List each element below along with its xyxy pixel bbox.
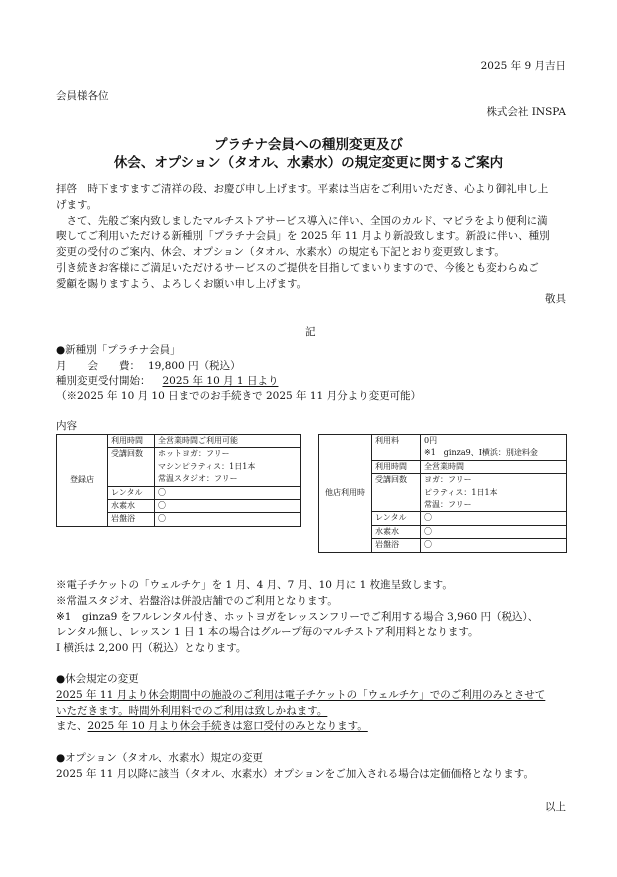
- end-mark: 以上: [545, 801, 566, 813]
- leave-line-3: [56, 719, 571, 735]
- row-key: 水素水: [108, 499, 155, 512]
- note-line: ※1 ginza9 をフルレンタル付き、ホットヨガをレッスンフリーでご利用する場合 3,960 円（税込）、: [56, 610, 539, 623]
- date: 2025 年 9 月吉日: [480, 60, 566, 72]
- row-value: ピラティス：1日1本: [421, 487, 567, 499]
- leave-line-2: いただきます。時間外利用料でのご利用は致しかねます。: [56, 704, 328, 717]
- row-value: 〇: [155, 499, 301, 512]
- row-value: ヨガ：フリー: [421, 474, 567, 487]
- row-key: 岩盤浴: [108, 513, 155, 526]
- section-label: 他店利用時: [319, 435, 372, 553]
- notes-block: [56, 578, 571, 657]
- plan-note: （※2025 年 10 月 10 日までのお手続きで 2025 年 11 月分より変更可能）: [56, 390, 422, 402]
- greeting-line: 拝啓 時下ますますご清祥の段、お慶び申し上げます。平素は当店をご利用いただき、心より御礼申し上: [56, 183, 549, 195]
- row-value: 常温：フリー: [421, 499, 567, 512]
- row-value: 〇: [421, 525, 567, 538]
- option-heading: ●オプション（タオル、水素水）規定の変更: [56, 752, 263, 764]
- fee-value: 19,800 円（税込）: [148, 360, 241, 372]
- plan-fee-row: [56, 359, 241, 375]
- row-key: 受講回数: [108, 448, 155, 486]
- row-value: 〇: [155, 513, 301, 526]
- row-key: レンタル: [108, 486, 155, 499]
- row-key: 利用時間: [372, 460, 421, 473]
- plan-heading: ●新種別「プラチナ会員」: [56, 344, 181, 356]
- plan-start-row: [56, 374, 278, 390]
- row-value: 〇: [421, 512, 567, 525]
- row-value: 全営業時間ご利用可能: [155, 435, 301, 448]
- row-value: 〇: [155, 486, 301, 499]
- greeting-line: 変更の受付のご案内、休会、オプション（タオル、水素水）の規定も下記とおり変更致します。: [56, 246, 505, 258]
- row-value: ※1 ginza9、I横浜：別途料金: [421, 447, 567, 460]
- note-line: ※常温スタジオ、岩盤浴は併設店舗でのご利用となります。: [56, 594, 338, 607]
- leave-heading: ●休会規定の変更: [56, 673, 139, 685]
- other-store-table: [318, 434, 567, 553]
- title-line-1: プラチナ会員への種別変更及び: [214, 137, 403, 153]
- section-label: 登録店: [57, 435, 108, 527]
- addressee: 会員様各位: [56, 90, 109, 102]
- title-line-2: 休会、オプション（タオル、水素水）の規定変更に関するご案内: [113, 155, 504, 171]
- note-line: I 横浜は 2,200 円（税込）となります。: [56, 642, 247, 654]
- option-line-1: 2025 年 11 月以降に該当（タオル、水素水）オプションをご加入される場合は定価価格となります。: [56, 767, 534, 780]
- row-key: 利用時間: [108, 435, 155, 448]
- row-key: 利用料: [372, 435, 421, 461]
- row-value: 全営業時間: [421, 460, 567, 473]
- start-label: 種別変更受付開始：: [56, 375, 151, 387]
- contents-label: 内容: [56, 420, 77, 432]
- row-key: 受講回数: [372, 474, 421, 512]
- company-name: 株式会社 INSPA: [486, 106, 566, 118]
- row-value: 常温スタジオ：フリー: [155, 473, 301, 486]
- row-value: ホットヨガ：フリー: [155, 448, 301, 461]
- row-value: 0円: [421, 435, 567, 448]
- leave-section: [56, 672, 571, 735]
- greeting-line: 愛顧を賜りますよう、よろしくお願い申し上げます。: [56, 277, 308, 290]
- start-value: 2025 年 10 月 1 日より: [162, 375, 279, 387]
- ki-mark: 記: [305, 326, 316, 338]
- greeting-line: さて、先般ご案内致しましたマルチストアサービス導入に伴い、全国のカルド、マピラをより便利に満: [56, 214, 548, 227]
- option-section: [56, 751, 571, 783]
- leave-line-1: 2025 年 11 月より休会期間中の施設のご利用は電子チケットの「ウェルチケ」でのご利用のみとさせて: [56, 688, 546, 701]
- greeting-line: 引き続きお客様にご満足いただけるサービスのご提供を目指してまいりますので、今後とも変わらぬご: [56, 261, 539, 274]
- row-key: レンタル: [372, 512, 421, 525]
- greeting-paragraph: [56, 182, 571, 292]
- greeting-line: げます。: [56, 198, 98, 211]
- leave-line-3-text: 2025 年 10 月より休会手続きは窓口受付のみとなります。: [87, 720, 368, 733]
- closing-keigu: 敬具: [545, 293, 566, 305]
- leave-line-3-prefix: また、: [56, 720, 88, 733]
- home-store-table: [56, 434, 301, 527]
- fee-label: 月 会 費：: [56, 360, 140, 372]
- note-line: レンタル無し、レッスン 1 日 1 本の場合はグループ毎のマルチストア利用料となります。: [56, 626, 479, 639]
- greeting-line: 喫してご利用いただける新種別「プラチナ会員」を 2025 年 11 月より新設致します。新設に伴い、種別: [56, 230, 550, 243]
- note-line: ※電子チケットの「ウェルチケ」を 1 月、4 月、7 月、10 月に 1 枚進呈致します。: [56, 579, 453, 591]
- row-value: マシンピラティス：1日1本: [155, 461, 301, 473]
- row-value: 〇: [421, 539, 567, 552]
- row-key: 水素水: [372, 525, 421, 538]
- row-key: 岩盤浴: [372, 539, 421, 552]
